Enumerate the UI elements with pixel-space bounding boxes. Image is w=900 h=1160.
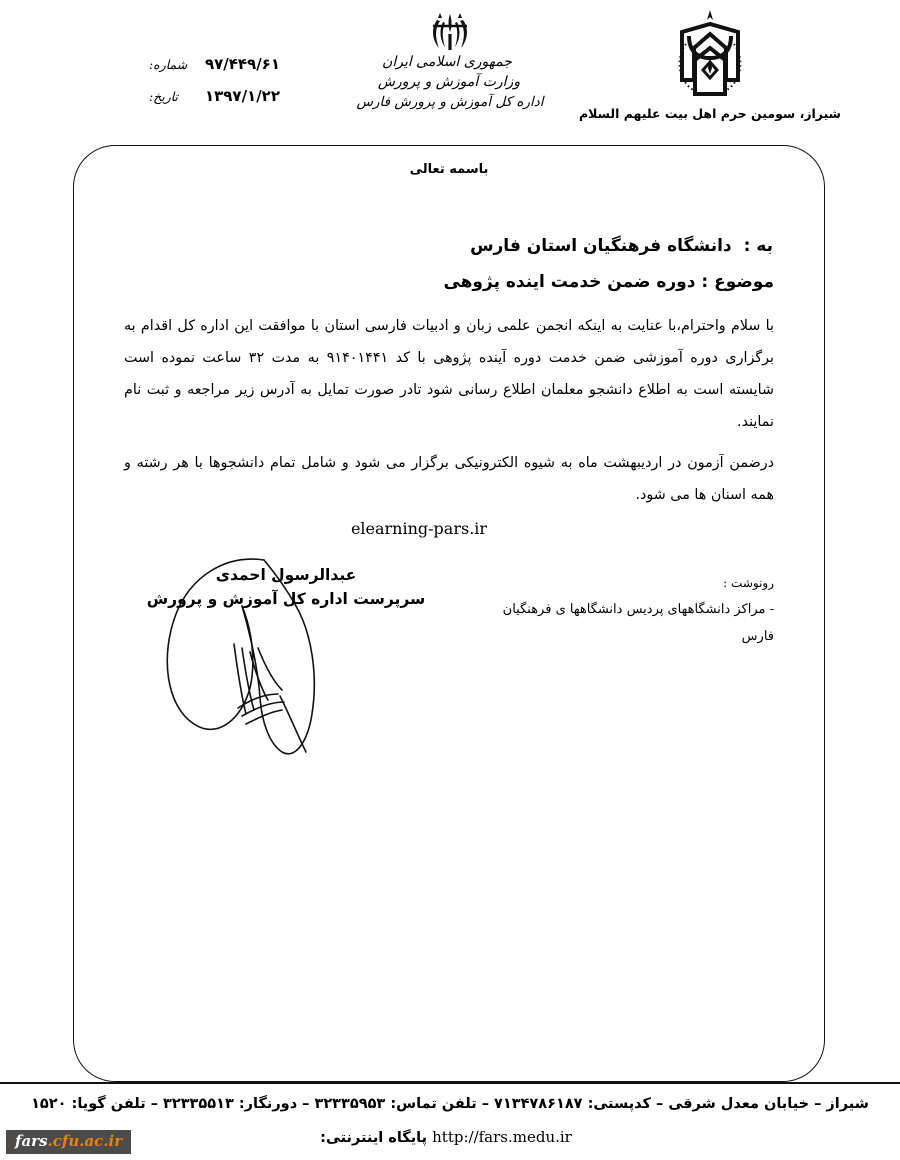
document-header — [0, 0, 900, 145]
recipient-line — [124, 236, 774, 256]
republic-block — [335, 10, 565, 112]
site-watermark-badge — [6, 1130, 131, 1154]
signer-title: سرپرست اداره کل آموزش و پرورش — [146, 590, 426, 608]
footer-address: شیراز – خیابان معدل شرقی – کدپستی: ۷۱۳۴۷۸۶۱۸۷ – تلفن تماس: ۳۲۳۳۵۹۵۳ – دورنگار: ۳۲۳۳۵۵۱۳ – تلفن گویا: ۱۵۲۰ — [31, 1096, 869, 1112]
reference-number-row — [110, 55, 280, 87]
carbon-copy-title: رونوشت : — [723, 576, 774, 590]
body-paragraph-1: با سلام واحترام،با عنایت به اینکه انجمن علمی زبان و ادبیات فارسی استان با موافقت این اداره کل اقدام به برگزاری دوره آموزشی ضمن خدمت دوره آینده پژوهی با کد ۹۱۴۰۱۴۴۱ به مدت ۳۲ ساعت نموده است شایسته است به اطلاع دانشجو معلمان اطلاع رسانی شود تادر صورت تمایل به آدرس زیر مراجعه و ثبت نام نمایند. — [124, 318, 775, 431]
document-meta — [110, 55, 280, 119]
letter-body — [124, 236, 774, 538]
footer-website-row — [0, 1128, 900, 1146]
iran-national-emblem-icon — [427, 10, 473, 52]
subject-line — [124, 272, 774, 292]
basmala-text: باسمه تعالی — [409, 162, 489, 177]
document-date-row — [110, 87, 280, 119]
republic-line-2: وزارت آموزش و پرورش — [377, 73, 521, 90]
signer-name: عبدالرسول احمدی — [215, 566, 357, 584]
carbon-copy-block — [474, 571, 774, 651]
letter-frame — [73, 145, 825, 1082]
document-footer — [0, 1082, 900, 1146]
document-date-label: تاریخ: — [148, 89, 179, 104]
republic-line-1: جمهوری اسلامی ایران — [382, 54, 512, 70]
document-date-value: ۱۳۹۷/۱/۲۲ — [204, 87, 280, 105]
recipient-label: به : — [743, 236, 773, 256]
carbon-copy-item: - مراکز دانشگاههای پردیس دانشگاهها ی فرهنگیان فارس — [502, 602, 774, 645]
body-paragraph-2: درضمن آزمون در اردیبهشت ماه به شیوه الکترونیکی برگزار می شود و شامل تمام دانشجوها با هر رشته و همه اسنان ها می شود. — [124, 454, 774, 503]
signature-block — [136, 566, 436, 608]
republic-line-3: اداره کل آموزش و پرورش فارس — [356, 93, 544, 110]
reference-number-value: ۹۷/۴۴۹/۶۱ — [204, 55, 280, 73]
recipient-value: دانشگاه فرهنگیان استان فارس — [470, 236, 732, 256]
organization-caption: شیراز، سومین حرم اهل بیت علیهم السلام — [579, 106, 841, 121]
reference-number-label: شماره: — [148, 57, 188, 72]
footer-website-label: پایگاه اینترنتی: — [320, 1130, 428, 1146]
organization-block — [575, 8, 845, 121]
ministry-of-education-emblem-icon — [667, 8, 753, 103]
watermark-primary-text: fars — [15, 1132, 48, 1150]
registration-url[interactable]: elearning-pars.ir — [350, 518, 488, 538]
watermark-secondary-text: .cfu.ac.ir — [47, 1132, 123, 1150]
footer-divider — [0, 1082, 900, 1084]
footer-website-url[interactable]: http://fars.medu.ir — [432, 1128, 572, 1146]
subject-label: موضوع : — [701, 272, 774, 292]
subject-value: دوره ضمن خدمت اینده پژوهی — [443, 272, 696, 292]
